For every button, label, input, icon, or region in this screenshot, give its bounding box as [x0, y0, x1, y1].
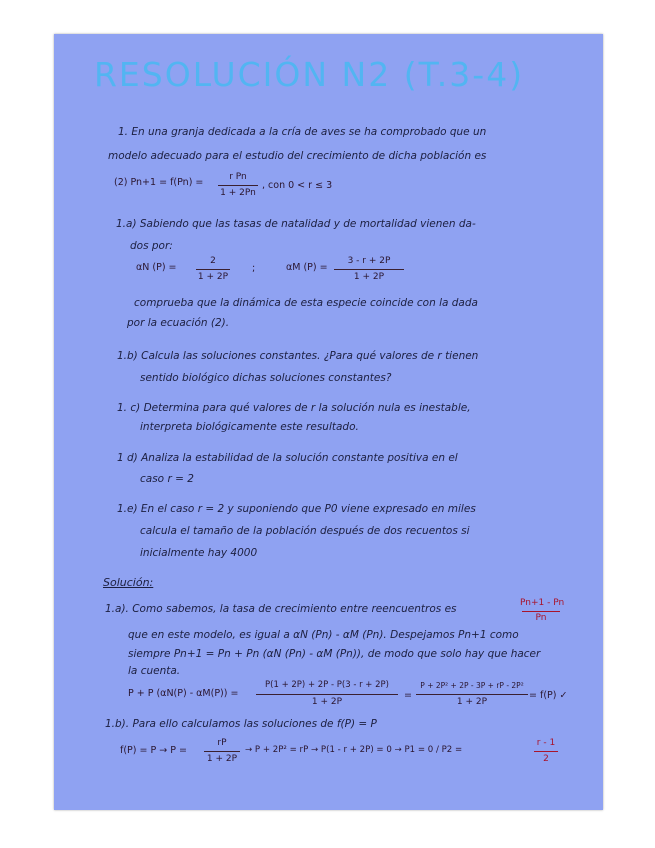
page-title: RESOLUCIÓN N2 (T.3-4) — [94, 55, 525, 94]
solution-b-frac1-denominator: 1 + 2P — [206, 754, 238, 764]
solution-a-line-1: 1.a). Como sabemos, la tasa de crecimiento entre reencuentros es — [105, 603, 457, 615]
alpha-m-denominator: 1 + 2P — [353, 272, 385, 282]
model-equation-denominator: 1 + 2Pn — [220, 188, 256, 198]
solution-b-eq-part-2: → P + 2P² = rP → P(1 - r + 2P) = 0 → P1 = 0 / P2 = — [245, 745, 463, 755]
growth-rate-fraction-bar — [522, 611, 560, 612]
solution-b-frac1-bar — [204, 751, 240, 752]
problem-intro-line-2: modelo adecuado para el estudio del crecimiento de dicha población es — [108, 150, 487, 162]
part-c-line-1: 1. c) Determina para qué valores de r la solución nula es inestable, — [117, 402, 471, 414]
solution-a-frac2-numerator: P + 2P² + 2P - 3P + rP - 2P² — [420, 681, 524, 690]
solution-a-frac1-bar — [256, 694, 398, 695]
solution-a-frac2-bar — [416, 694, 528, 695]
alpha-n-numerator: 2 — [210, 256, 216, 266]
part-d-line-2: caso r = 2 — [140, 473, 194, 485]
solution-b-line-1: 1.b). Para ello calculamos las soluciones de f(P) = P — [105, 718, 377, 730]
alpha-n-fraction-bar — [196, 269, 230, 270]
part-e-line-3: inicialmente hay 4000 — [140, 547, 258, 559]
part-a-line-1: 1.a) Sabiendo que las tasas de natalidad y de mortalidad vienen da- — [116, 218, 476, 230]
solution-a-line-2: que en este modelo, es igual a αN (Pn) - αM (Pn). Despejamos Pn+1 como — [128, 629, 519, 641]
solution-heading: Solución: — [103, 576, 154, 589]
model-equation-numerator: r Pn — [229, 172, 247, 182]
solution-b-frac2-denominator: 2 — [543, 754, 549, 764]
part-a-line-2: dos por: — [130, 240, 173, 252]
solution-a-frac2-denominator: 1 + 2P — [456, 697, 488, 707]
part-a-line-4: por la ecuación (2). — [127, 317, 230, 329]
solution-a-frac1-denominator: 1 + 2P — [311, 697, 343, 707]
model-condition: , con 0 < r ≤ 3 — [262, 180, 333, 191]
solution-a-line-4: la cuenta. — [128, 665, 181, 677]
alpha-separator: ; — [252, 263, 256, 274]
solution-b-frac2-numerator: r - 1 — [536, 738, 556, 748]
solution-a-eq-lhs: P + P (αN(P) - αM(P)) = — [128, 688, 239, 699]
solution-a-result: = f(P) ✓ — [529, 690, 568, 701]
alpha-m-fraction-bar — [334, 269, 404, 270]
part-a-line-3: comprueba que la dinámica de esta especie coincide con la dada — [134, 297, 478, 309]
alpha-n-denominator: 1 + 2P — [197, 272, 229, 282]
problem-intro-line-1: 1. En una granja dedicada a la cría de aves se ha comprobado que un — [118, 126, 487, 138]
solution-a-line-3: siempre Pn+1 = Pn + Pn (αN (Pn) - αM (Pn)), de modo que solo hay que hacer — [128, 648, 541, 660]
alpha-m-numerator: 3 - r + 2P — [347, 256, 391, 266]
part-d-line-1: 1 d) Analiza la estabilidad de la solución constante positiva en el — [117, 452, 458, 464]
part-b-line-1: 1.b) Calcula las soluciones constantes. ¿Para qué valores de r tienen — [117, 350, 479, 362]
alpha-n-lhs: αN (P) = — [136, 262, 177, 273]
growth-rate-numerator: Pn+1 - Pn — [520, 598, 565, 608]
solution-b-frac1-numerator: rP — [217, 738, 227, 748]
part-c-line-2: interpreta biológicamente este resultado. — [140, 421, 359, 433]
model-equation-lhs: (2) Pn+1 = f(Pn) = — [114, 177, 204, 188]
solution-b-eq-part-1: f(P) = P → P = — [120, 745, 187, 756]
part-e-line-1: 1.e) En el caso r = 2 y suponiendo que P0 viene expresado en miles — [117, 503, 476, 515]
solution-b-frac2-bar — [534, 751, 558, 752]
part-e-line-2: calcula el tamaño de la población después de dos recuentos si — [140, 525, 470, 537]
solution-a-equals: = — [404, 690, 412, 701]
alpha-m-lhs: αM (P) = — [286, 262, 328, 273]
part-b-line-2: sentido biológico dichas soluciones constantes? — [140, 372, 392, 384]
growth-rate-denominator: Pn — [535, 613, 547, 623]
model-fraction-bar — [218, 185, 258, 186]
solution-a-frac1-numerator: P(1 + 2P) + 2P - P(3 - r + 2P) — [265, 680, 389, 690]
